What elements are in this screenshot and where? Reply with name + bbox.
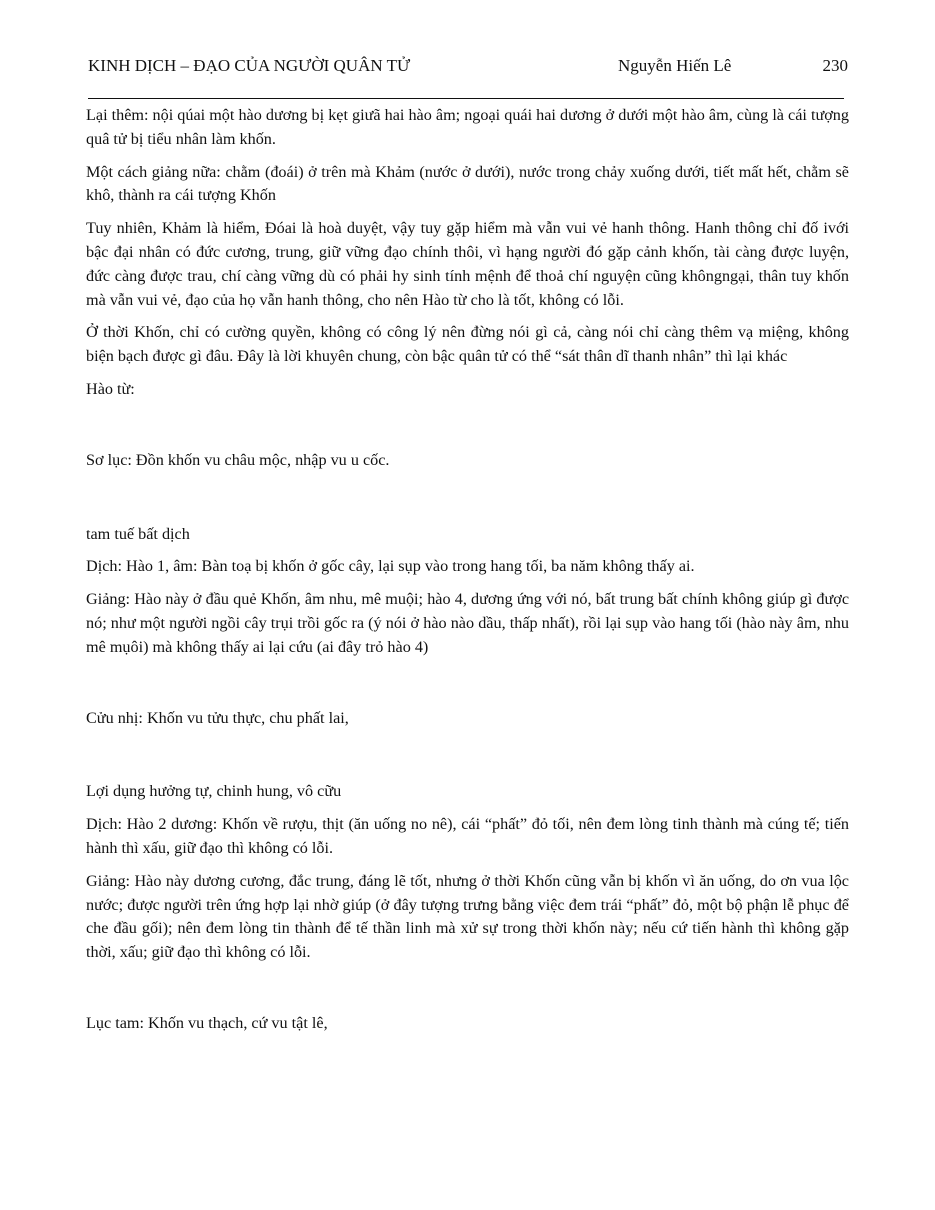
page-header xyxy=(88,56,848,80)
hao-line: Cửu nhị: Khốn vu tửu thực, chu phất lai, xyxy=(86,708,349,727)
hao-line: tam tuế bất dịch xyxy=(86,524,190,543)
paragraph: Một cách giảng nữa: chằm (đoái) ở trên mà Khảm (nước ở dưới), nước trong chảy xuống dưới, tiết mất hết, chằm sẽ khô, thành ra cái tượng Khốn xyxy=(86,162,849,205)
paragraph: Tuy nhiên, Khảm là hiểm, Đóai là hoà duyệt, vậy tuy gặp hiểm mà vẫn vui vẻ hanh thông. Hanh thông chỉ đố ivới bậc đại nhân có đức cương, trung, giữ vững đạo chính thôi, vì hạng người đó gặp cảnh khốn, tài càng được luyện, đức càng được trau, chí càng vững dù có phải hy sinh tính mệnh để thoả chí nguyện cũng khôngngại, thân tuy khốn mà vẫn vui vẻ, đạo của họ vẫn hanh thông, cho nên Hào từ cho là tốt, không có lỗi. xyxy=(86,219,849,309)
explanation-paragraph: Giảng: Hào này ở đầu quẻ Khốn, âm nhu, mê muội; hào 4, dương ứng với nó, bất trung bất chính không giúp gì được nó; như một người ngồi cây trụi trồi gốc ra (ý nói ở hào nào dầu, thấp nhất), rồi lại sụp vào hang tối (hào này âm, nhu mê mụôi) mà không thấy ai lại cứu (ai đây trỏ hào 4) xyxy=(86,590,849,656)
translation-paragraph: Dịch: Hào 2 dương: Khốn về rượu, thịt (ăn uống no nê), cái “phất” đỏ tối, nên đem lòng tinh thành mà cúng tế; tiến hành thì xấu, giữ đạo thì không có lỗi. xyxy=(86,815,849,857)
header-divider xyxy=(88,98,844,99)
section-heading: Hào từ: xyxy=(86,379,135,398)
book-title: KINH DỊCH – ĐẠO CỦA NGƯỜI QUÂN TỬ xyxy=(88,56,411,75)
explanation-paragraph: Giảng: Hào này dương cương, đắc trung, đáng lẽ tốt, nhưng ở thời Khốn cũng vẫn bị khốn vì ăn uống, do ơn vua lộc nước; được người trên ứng hợp lại nhờ giúp (ở đây tượng trưng bằng việc đem trái “phất” đỏ, một bộ phận lễ phục để che đầu gối); nên đem lòng tin thành để tế thần linh mà xử sự trong thời khốn này; nếu cứ tiến hành thì không gặp thời, xấu; giữ đạo thì không có lỗi. xyxy=(86,871,849,962)
hao-line: Lợi dụng hưởng tự, chinh hung, vô cữu xyxy=(86,782,342,801)
paragraph: Ở thời Khốn, chỉ có cường quyền, không có công lý nên đừng nói gì cả, càng nói chỉ càng thêm vạ miệng, không biện bạch được gì đâu. Đây là lời khuyên chung, còn bậc quân tử có thể “sát thân dĩ thanh nhân” thì lại khác xyxy=(86,323,849,366)
author-name: Nguyễn Hiến Lê xyxy=(618,56,732,75)
paragraph: Lại thêm: nội qúai một hào dương bị kẹt giưã hai hào âm; ngoại quái hai dương ở dưới một hào âm, cùng là cái tượng quâ tử bị tiểu nhân làm khốn. xyxy=(86,106,849,148)
page-body xyxy=(86,104,849,1045)
hao-line: Lục tam: Khốn vu thạch, cứ vu tật lê, xyxy=(86,1013,328,1032)
hao-line: Sơ lục: Đồn khốn vu châu mộc, nhập vu u cốc. xyxy=(86,450,390,469)
page-number: 230 xyxy=(822,56,848,75)
translation-paragraph: Dịch: Hào 1, âm: Bàn toạ bị khốn ở gốc cây, lại sụp vào trong hang tối, ba năm không thấy ai. xyxy=(86,557,695,576)
